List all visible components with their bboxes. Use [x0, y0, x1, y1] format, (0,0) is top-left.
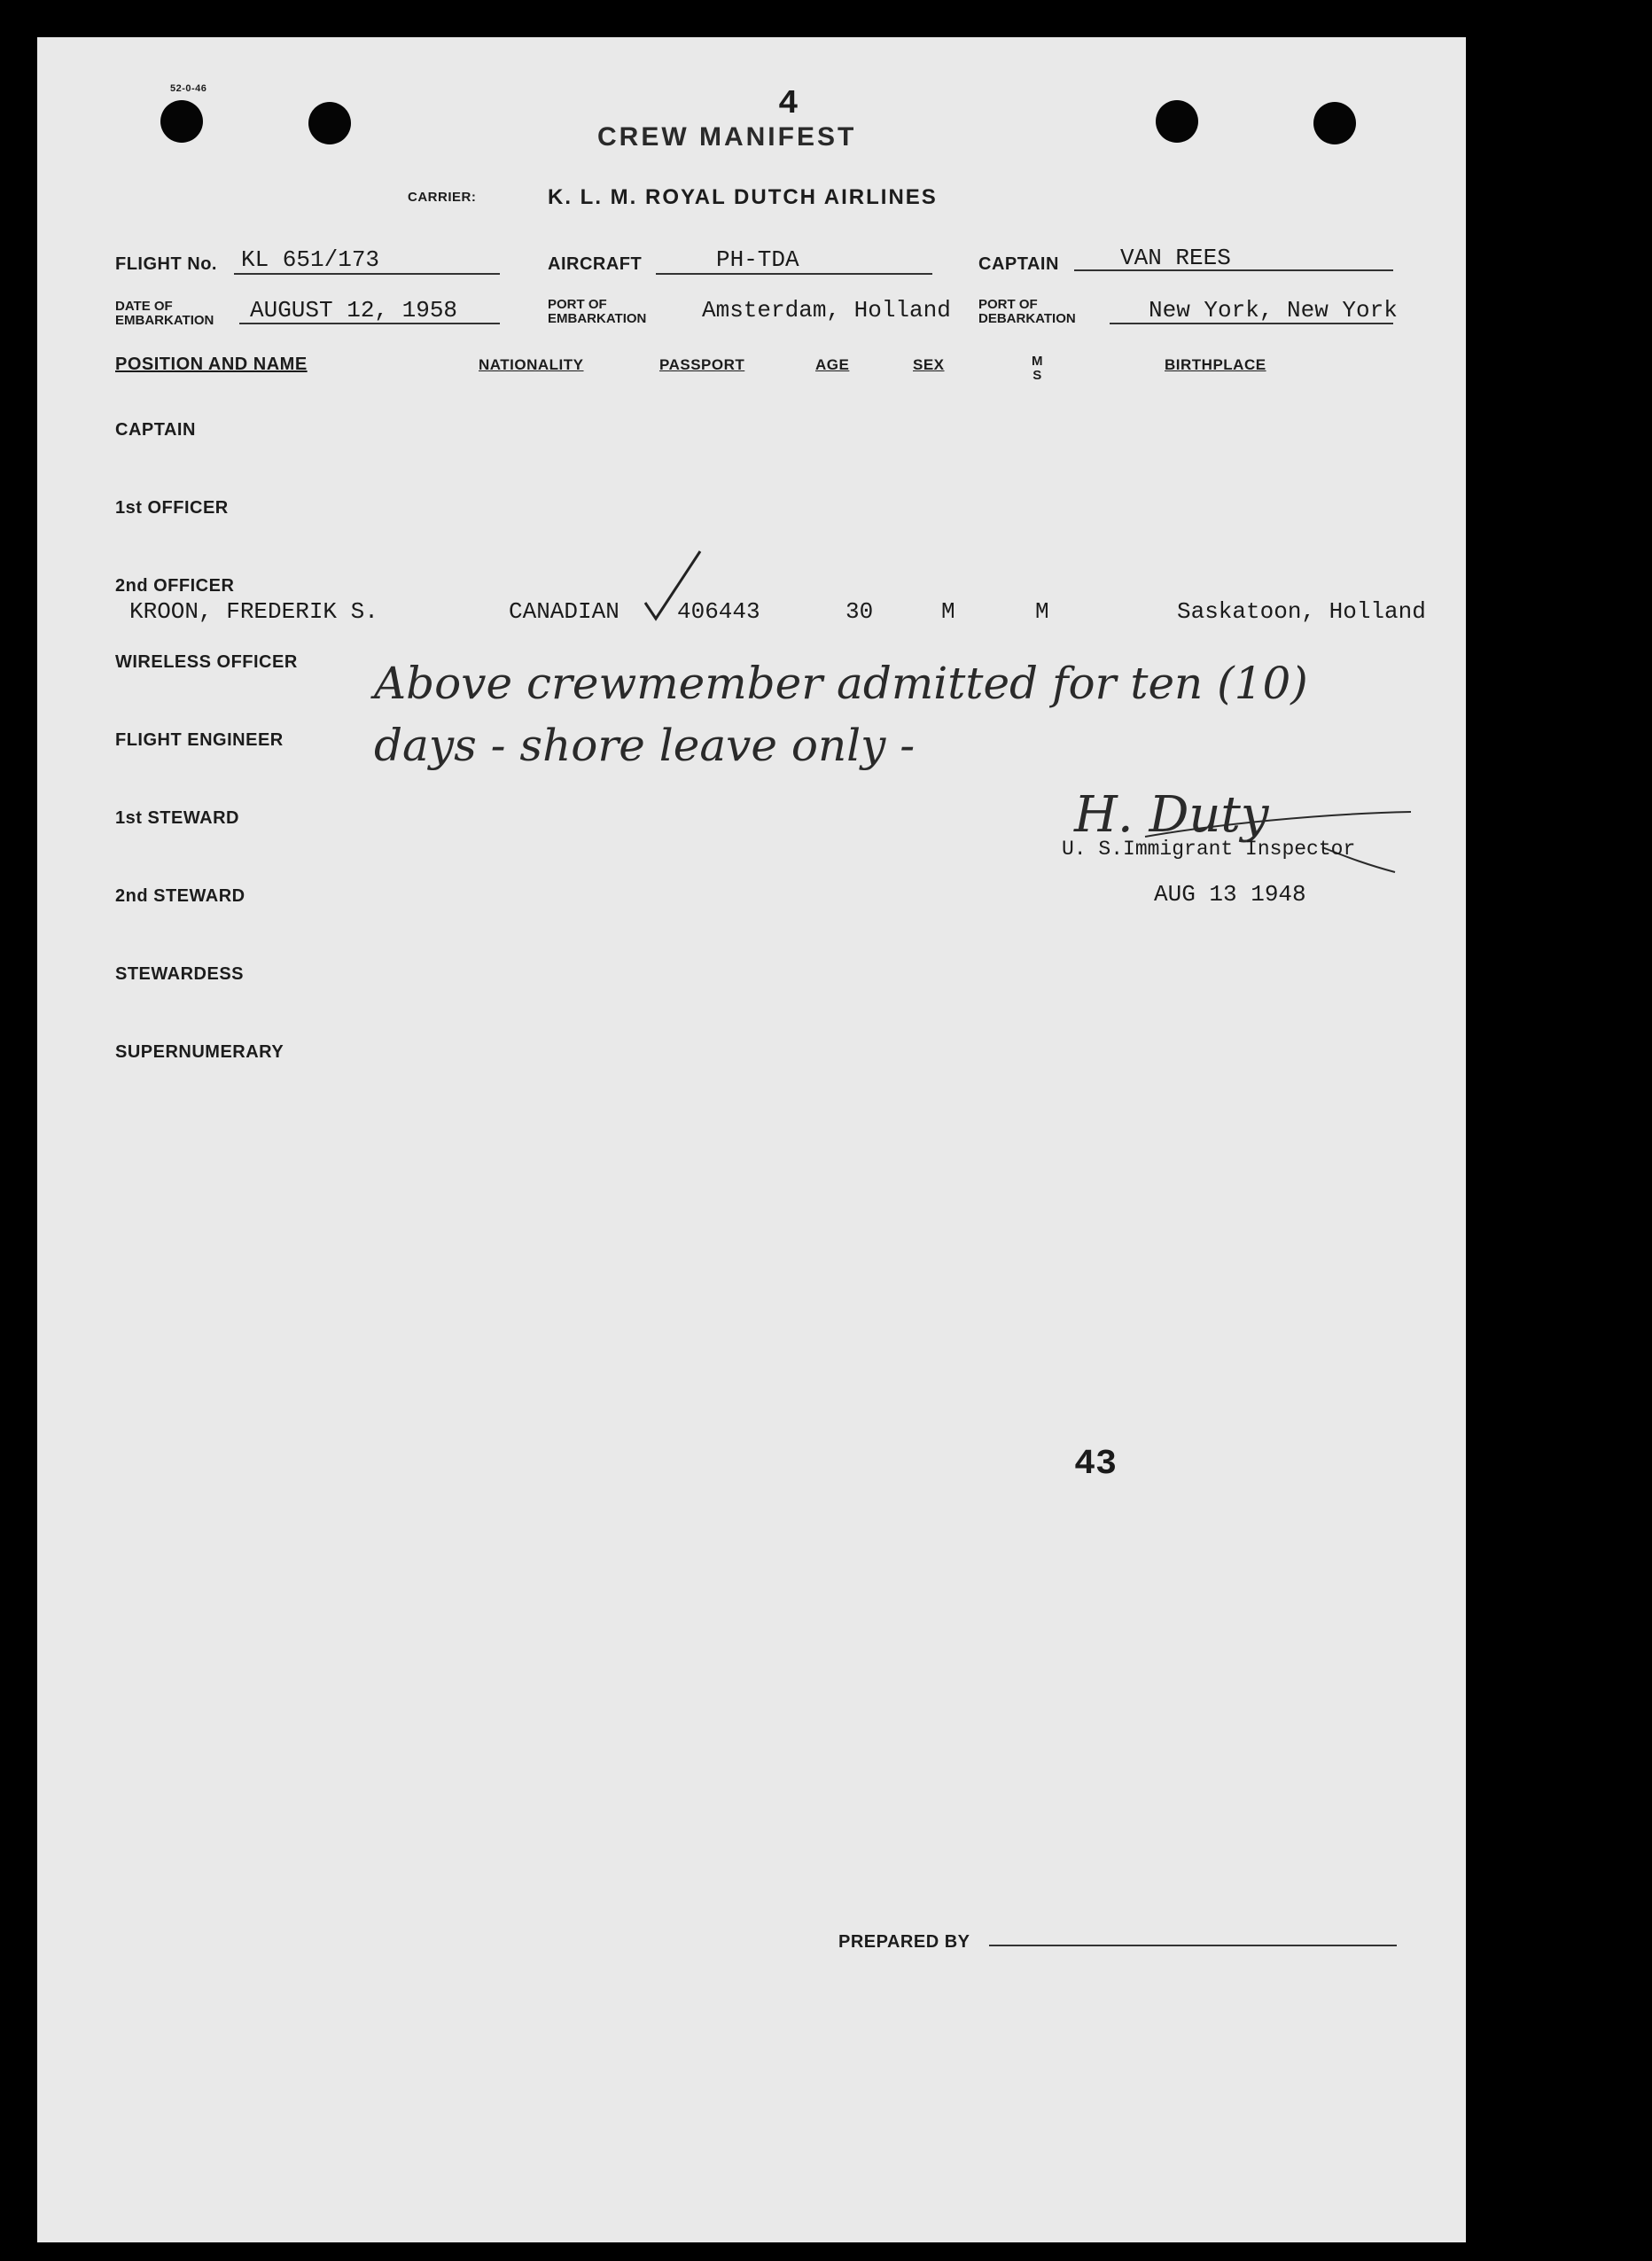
position-first-officer: 1st OFFICER — [115, 498, 229, 518]
page-number: 43 — [1074, 1445, 1118, 1485]
form-number: 52-0-46 — [170, 83, 207, 94]
position-second-officer: 2nd OFFICER — [115, 576, 235, 596]
position-second-steward: 2nd STEWARD — [115, 886, 245, 906]
date-underline — [239, 323, 500, 324]
captain-label: CAPTAIN — [978, 254, 1059, 274]
crew-passport: 406443 — [677, 598, 760, 625]
crew-sex: M — [941, 598, 955, 625]
punch-hole — [1156, 100, 1198, 143]
position-first-steward: 1st STEWARD — [115, 808, 239, 828]
carrier-label: CARRIER: — [408, 190, 477, 205]
port-debarkation-underline — [1110, 323, 1393, 324]
prepared-by-underline — [989, 1945, 1397, 1946]
column-age: AGE — [815, 356, 850, 373]
captain-underline — [1074, 269, 1393, 271]
position-stewardess: STEWARDESS — [115, 964, 245, 984]
page-mark: 4 — [778, 85, 799, 123]
date-value: AUGUST 12, 1958 — [250, 297, 458, 324]
date-stamp: AUG 13 1948 — [1154, 881, 1306, 908]
handwritten-note-line1: Above crewmember admitted for ten (10) — [374, 658, 1308, 709]
inspector-title: U. S.Immigrant Inspector — [1062, 838, 1356, 861]
port-debarkation-label: PORT OF DEBARKATION — [978, 297, 1076, 326]
port-debarkation-value: New York, New York — [1149, 297, 1398, 324]
aircraft-label: AIRCRAFT — [548, 254, 643, 274]
crew-birthplace: Saskatoon, Holland — [1177, 598, 1426, 625]
punch-hole — [160, 100, 203, 143]
aircraft-underline — [656, 273, 932, 275]
column-sex: SEX — [913, 356, 945, 373]
crew-age: 30 — [845, 598, 874, 625]
punch-hole — [1313, 102, 1356, 144]
crew-marital: M — [1035, 598, 1049, 625]
aircraft-value: PH-TDA — [716, 246, 799, 273]
position-flight-engineer: FLIGHT ENGINEER — [115, 730, 284, 750]
carrier-value: K. L. M. ROYAL DUTCH AIRLINES — [548, 185, 938, 209]
flight-value: KL 651/173 — [241, 246, 380, 273]
page-title: CREW MANIFEST — [597, 122, 857, 152]
flight-label: FLIGHT No. — [115, 254, 217, 274]
punch-hole — [308, 102, 351, 144]
port-embarkation-label: PORT OF EMBARKATION — [548, 297, 647, 326]
crew-name: KROON, FREDERIK S. — [129, 598, 378, 625]
port-embarkation-value: Amsterdam, Holland — [702, 297, 951, 324]
column-passport: PASSPORT — [659, 356, 745, 373]
date-label: DATE OF EMBARKATION — [115, 299, 214, 328]
captain-value: VAN REES — [1120, 245, 1231, 271]
column-position: POSITION AND NAME — [115, 355, 308, 374]
position-captain: CAPTAIN — [115, 420, 196, 440]
column-nationality: NATIONALITY — [479, 356, 584, 373]
crew-nationality: CANADIAN — [509, 598, 620, 625]
manifest-page — [37, 37, 1466, 2242]
column-birthplace: BIRTHPLACE — [1165, 356, 1266, 373]
handwritten-note-line2: days - shore leave only - — [374, 720, 916, 771]
inspector-signature: H. Duty — [1074, 786, 1269, 844]
flight-underline — [234, 273, 500, 275]
position-supernumerary: SUPERNUMERARY — [115, 1042, 284, 1062]
column-marital: M S — [1032, 354, 1043, 383]
prepared-by-label: PREPARED BY — [838, 1932, 970, 1952]
position-wireless-officer: WIRELESS OFFICER — [115, 652, 298, 672]
